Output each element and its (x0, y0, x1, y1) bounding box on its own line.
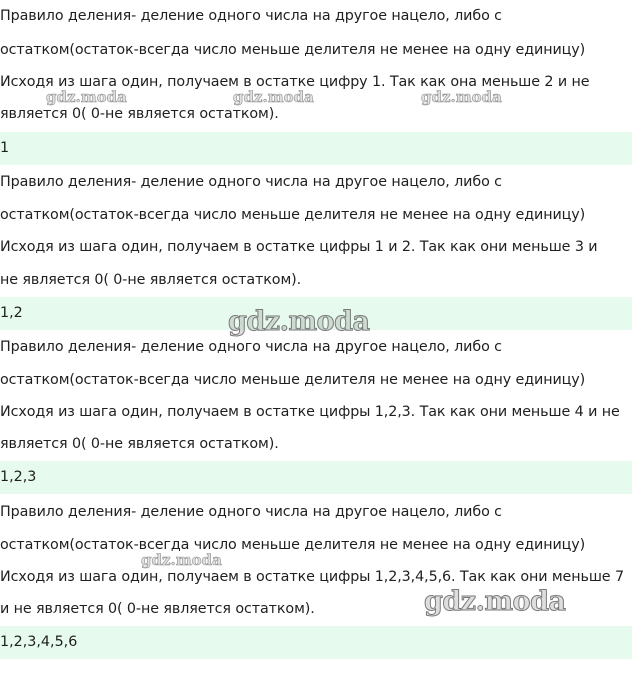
rule-line-2: остатком(остаток-всегда число меньше делителя не менее на одну единицу) (0, 207, 586, 223)
watermark-logo: gdz.moda (46, 88, 127, 106)
answer-row (0, 132, 632, 165)
watermark-logo: gdz.moda (421, 88, 502, 106)
answer-text: 1,2,3 (0, 469, 37, 485)
watermark-logo: gdz.moda (233, 88, 314, 106)
watermark-logo: gdz.moda (228, 306, 370, 337)
rule-line-1: Правило деления- деление одного числа на другое нацело, либо с (0, 8, 502, 24)
reasoning-line-2: является 0( 0-не является остатком). (0, 106, 279, 122)
reasoning-line-2: и не является 0( 0-не является остатком). (0, 601, 315, 617)
reasoning-line-1: Исходя из шага один, получаем в остатке цифры 1,2,3,4,5,6. Так как они меньше 7 (0, 569, 624, 585)
answer-text: 1 (0, 140, 10, 156)
answer-text: 1,2,3,4,5,6 (0, 634, 78, 650)
rule-line-1: Правило деления- деление одного числа на другое нацело, либо с (0, 339, 502, 355)
reasoning-line-1: Исходя из шага один, получаем в остатке цифры 1 и 2. Так как они меньше 3 и (0, 239, 598, 255)
rule-line-2: остатком(остаток-всегда число меньше делителя не менее на одну единицу) (0, 372, 586, 388)
reasoning-line-1: Исходя из шага один, получаем в остатке цифру 1. Так как она меньше 2 и не (0, 74, 590, 90)
answer-text: 1,2 (0, 305, 23, 321)
reasoning-line-2: является 0( 0-не является остатком). (0, 436, 279, 452)
rule-line-2: остатком(остаток-всегда число меньше делителя не менее на одну единицу) (0, 537, 586, 553)
rule-line-1: Правило деления- деление одного числа на другое нацело, либо с (0, 174, 502, 190)
answer-row (0, 461, 632, 494)
watermark-logo: gdz.moda (141, 551, 222, 569)
rule-line-2: остатком(остаток-всегда число меньше делителя не менее на одну единицу) (0, 42, 586, 58)
reasoning-line-2: не является 0( 0-не является остатком). (0, 272, 302, 288)
reasoning-line-1: Исходя из шага один, получаем в остатке цифры 1,2,3. Так как они меньше 4 и не (0, 404, 620, 420)
watermark-logo: gdz.moda (424, 586, 566, 617)
answer-row (0, 626, 632, 659)
rule-line-1: Правило деления- деление одного числа на другое нацело, либо с (0, 504, 502, 520)
